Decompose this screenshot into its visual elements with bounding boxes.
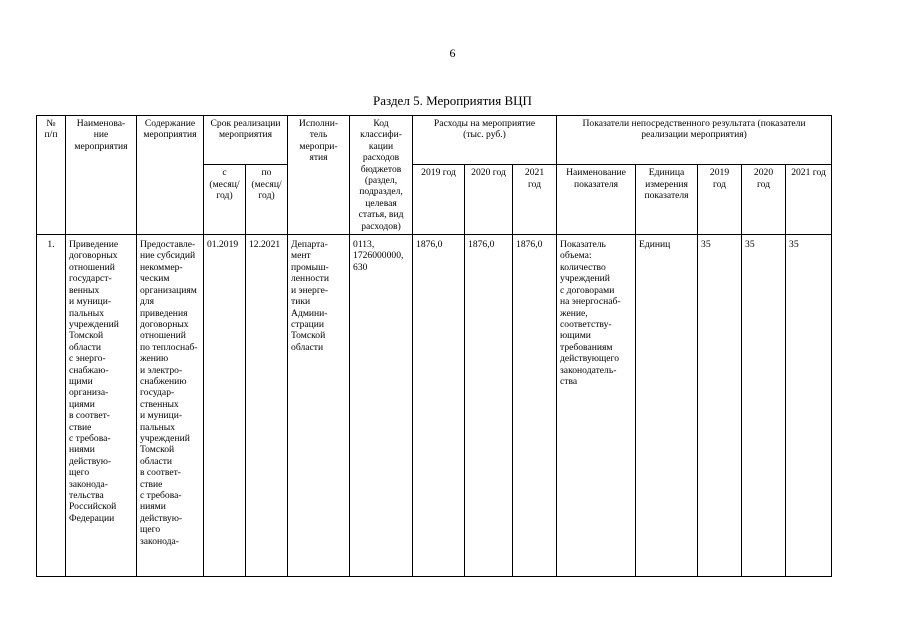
header-period-to: по (месяц/ год)	[246, 165, 288, 235]
header-period-from: с (месяц/ год)	[204, 165, 246, 235]
header-exp-2019: 2019 год	[413, 165, 465, 235]
measures-table	[36, 115, 832, 577]
header-content: Содержание мероприятия	[137, 116, 204, 235]
cell-exp-2020: 1876,0	[465, 235, 513, 577]
cell-code: 0113, 1726000000, 630	[350, 235, 413, 577]
cell-from: 01.2019	[204, 235, 246, 577]
cell-ind-unit: Единиц	[636, 235, 698, 577]
cell-content: Предоставле- ние субсидий некоммер- ческим организациям для приведения договорных отношений по теплоснаб- жению и электро- снабжению государ- ственных и муници- пальных учреждений Томской области в соответ- ствие с требова- ниями действую- щего законода-	[137, 235, 204, 577]
cell-ind-2019: 35	[698, 235, 742, 577]
header-ind-2019: 2019 год	[698, 165, 742, 235]
cell-ind-2020: 35	[742, 235, 786, 577]
table-row	[37, 235, 832, 577]
header-exp-2020: 2020 год	[465, 165, 513, 235]
section-title: Раздел 5. Мероприятия ВЦП	[373, 93, 532, 108]
header-period: Срок реализации мероприятия	[204, 116, 288, 165]
header-indicators: Показатели непосредственного результата (показатели реализации мероприятия)	[557, 116, 832, 165]
cell-to: 12.2021	[246, 235, 288, 577]
header-code: Код классифи- кации расходов бюджетов (раздел, подраздел, целевая статья, вид расходов)	[350, 116, 413, 235]
header-ind-unit: Единица измерения показателя	[636, 165, 698, 235]
cell-ind-name: Показатель объема: количество учреждений с договорами на энергоснаб- жение, соответству- ющими требованиям действующего законодатель- ства	[557, 235, 636, 577]
header-ind-name: Наименование показателя	[557, 165, 636, 235]
header-name: Наименова- ние мероприятия	[66, 116, 137, 235]
header-exp-2021: 2021 год	[513, 165, 557, 235]
header-row-1	[37, 116, 832, 165]
header-ind-2021: 2021 год	[786, 165, 832, 235]
cell-exp-2019: 1876,0	[413, 235, 465, 577]
header-ind-2020: 2020 год	[742, 165, 786, 235]
cell-exp-2021: 1876,0	[513, 235, 557, 577]
cell-executor: Департа- мент промыш- ленности и энерге- тики Админи- страции Томской области	[288, 235, 350, 577]
cell-ind-2021: 35	[786, 235, 832, 577]
header-num: № п/п	[37, 116, 66, 235]
cell-num: 1.	[37, 235, 66, 577]
page-number: 6	[449, 46, 456, 60]
header-expenses: Расходы на мероприятие (тыс. руб.)	[413, 116, 557, 165]
header-executor: Исполни- тель меропри- ятия	[288, 116, 350, 235]
cell-name: Приведение договорных отношений государст- венных и муници- пальных учреждений Томской области с энерго- снабжаю- щими организа- циями в соответ- ствие с требова- ниями действую- щего законода- тельства Российской Федерации	[66, 235, 137, 577]
